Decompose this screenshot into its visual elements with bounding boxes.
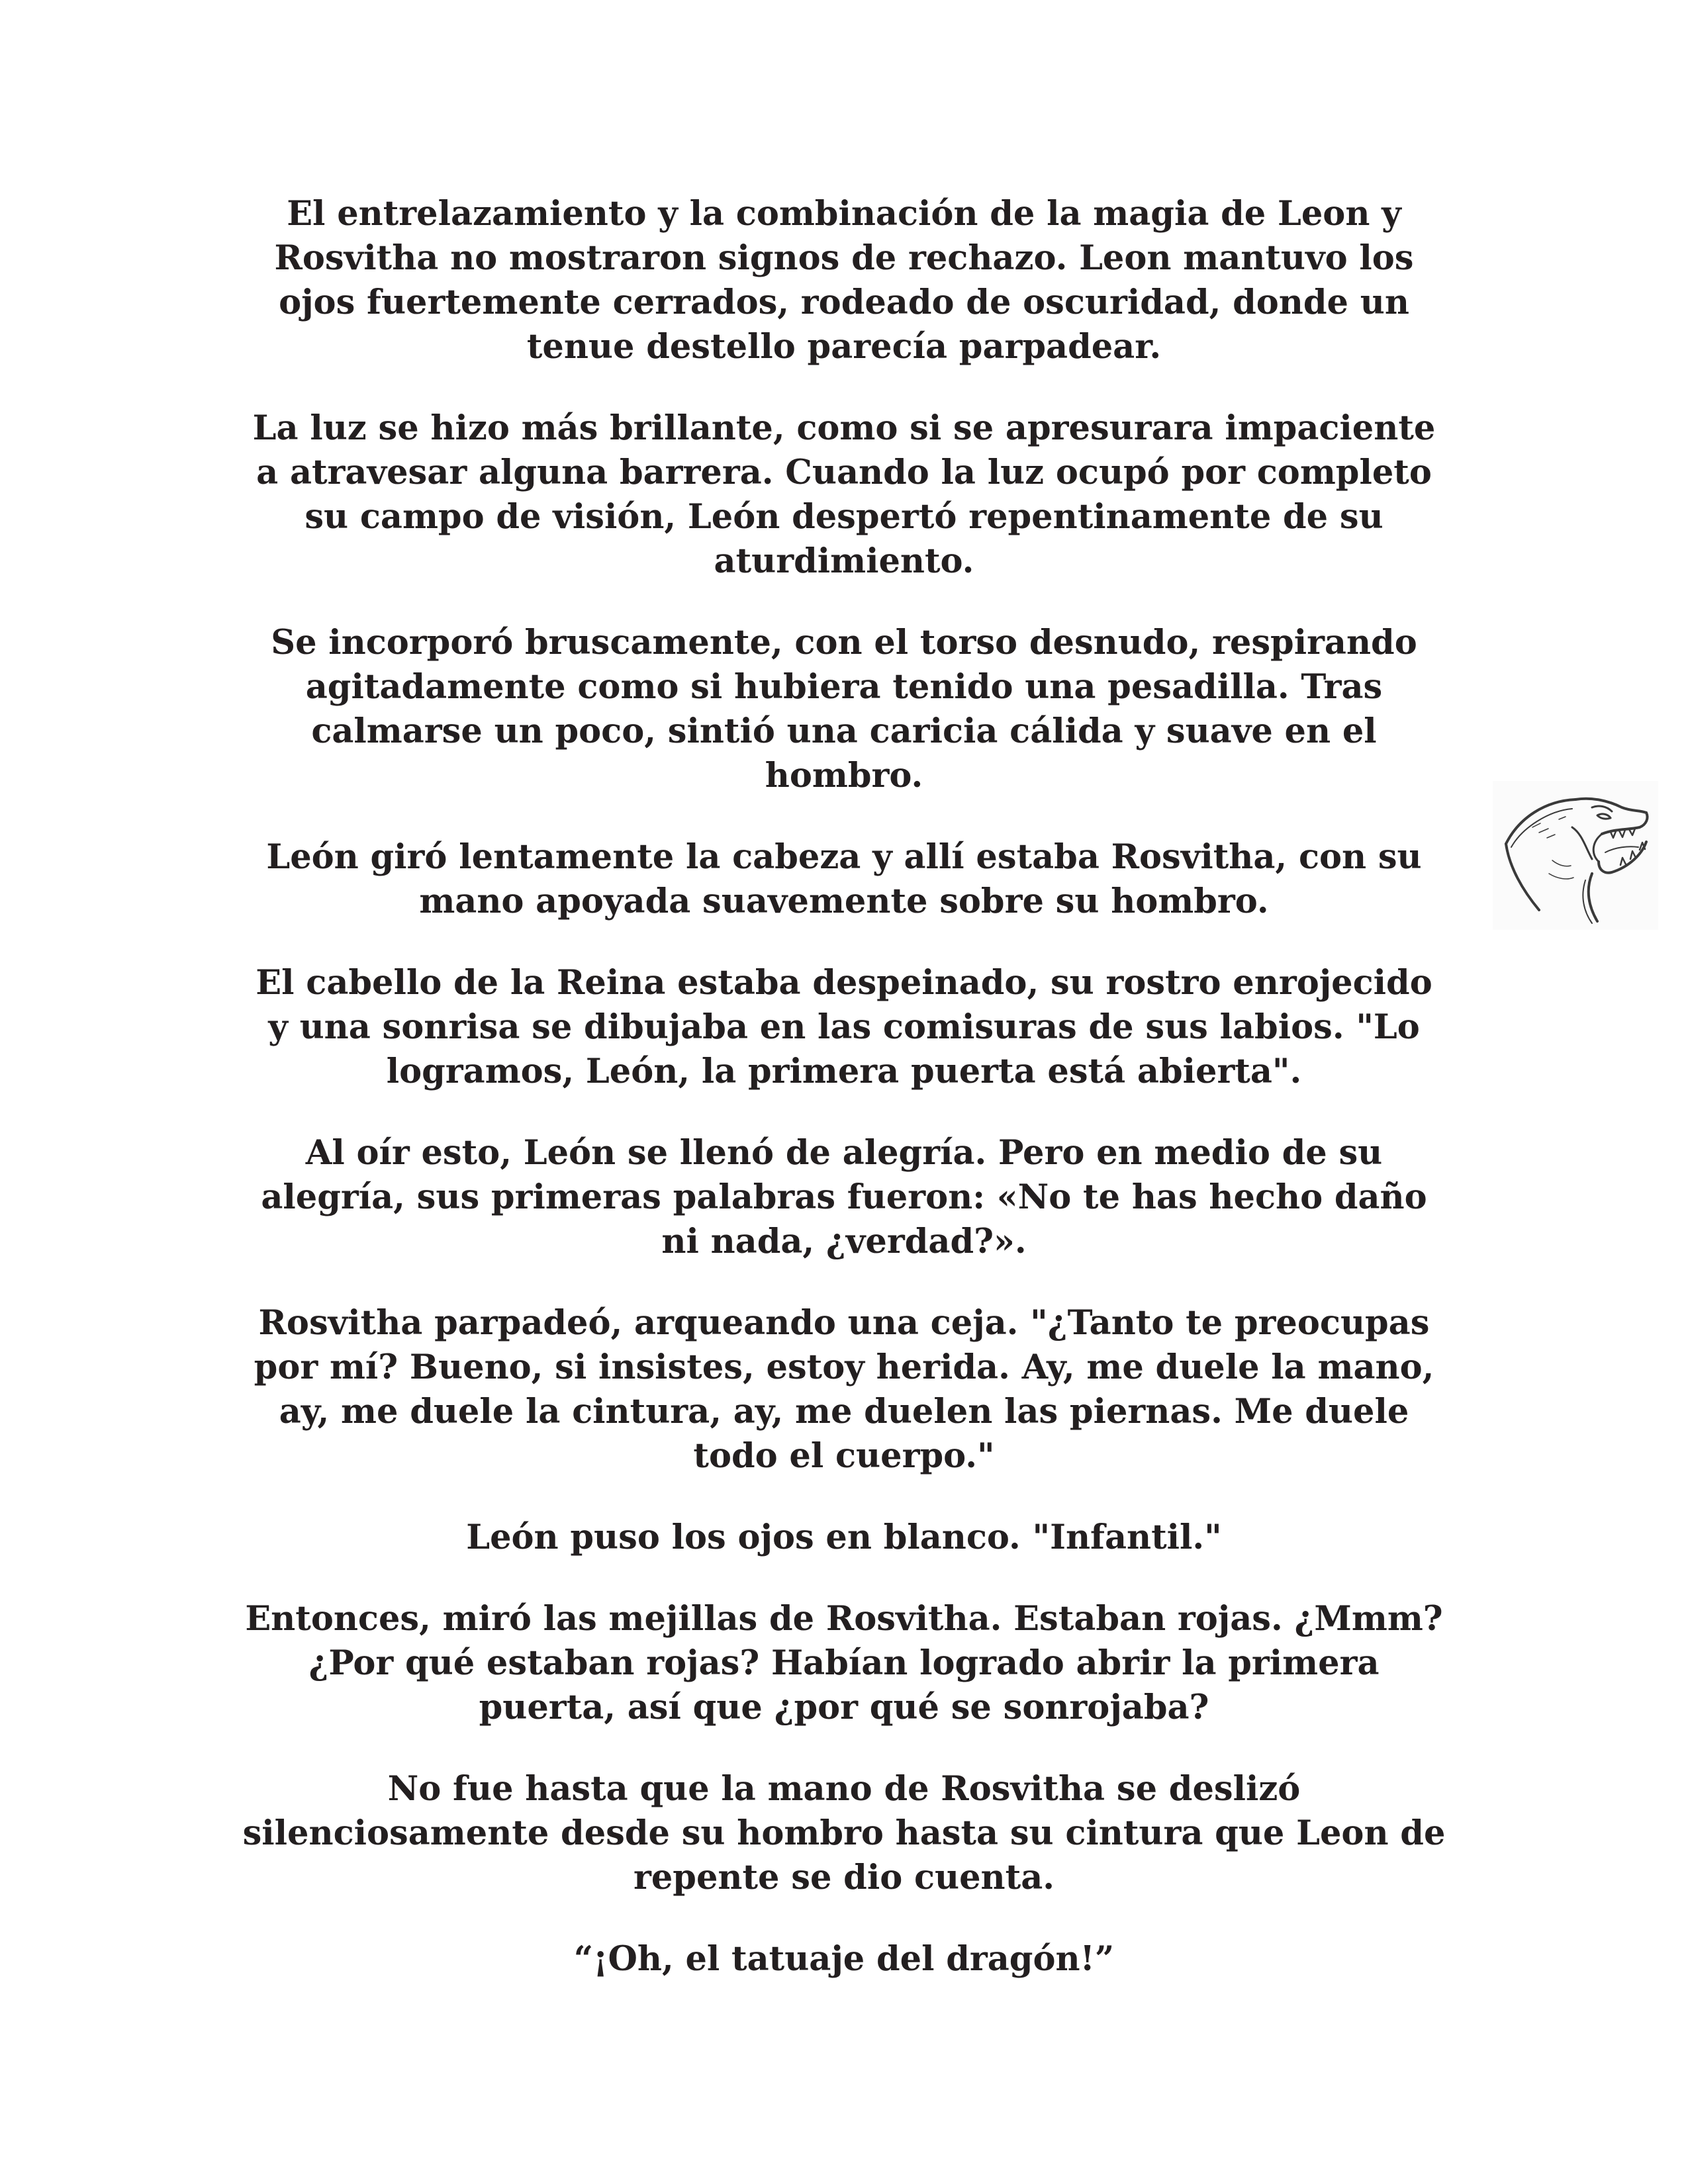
paragraph: León giró lentamente la cabeza y allí estaba Rosvitha, con su mano apoyada suavemente sobre su hombro. (266, 837, 1422, 921)
paragraph: El entrelazamiento y la combinación de la magia de Leon y Rosvitha no mostraron signos de rechazo. Leon mantuvo los ojos fuertemente cerrados, rodeado de oscuridad, donde un tenue destello parecía parpadear. (274, 194, 1414, 367)
paragraph: Se incorporó bruscamente, con el torso desnudo, respirando agitadamente como si hubiera tenido una pesadilla. Tras calmarse un poco, sintió una caricia cálida y suave en el hombro. (271, 623, 1417, 796)
dragon-head-sketch-icon (1493, 781, 1658, 930)
paragraph: El cabello de la Reina estaba despeinado, su rostro enrojecido y una sonrisa se dibujaba en las comisuras de sus labios. "Lo logramos, León, la primera puerta está abierta". (256, 963, 1432, 1091)
paragraph: No fue hasta que la mano de Rosvitha se deslizó silenciosamente desde su hombro hasta su cintura que Leon de repente se dio cuenta. (242, 1769, 1446, 1897)
closing-line: “¡Oh, el tatuaje del dragón!” (573, 1939, 1115, 1979)
paragraph: Rosvitha parpadeó, arqueando una ceja. "¿Tanto te preocupas por mí? Bueno, si insistes, estoy herida. Ay, me duele la mano, ay, me duele la cintura, ay, me duelen las piernas. Me duele todo el cuerpo." (254, 1303, 1434, 1476)
paragraph: Entonces, miró las mejillas de Rosvitha. Estaban rojas. ¿Mmm? ¿Por qué estaban rojas? Habían logrado abrir la primera puerta, así que ¿por qué se sonrojaba? (245, 1599, 1443, 1727)
paragraph: Al oír esto, León se llenó de alegría. Pero en medio de su alegría, sus primeras palabras fueron: «No te has hecho daño ni nada, ¿verdad?». (261, 1133, 1427, 1261)
paragraph: León puso los ojos en blanco. "Infantil." (466, 1518, 1222, 1557)
document-body (218, 192, 1470, 1981)
paragraph: La luz se hizo más brillante, como si se apresurara impaciente a atravesar alguna barrera. Cuando la luz ocupó por completo su campo de visión, León despertó repentinamente de su aturdimiento. (252, 408, 1436, 581)
